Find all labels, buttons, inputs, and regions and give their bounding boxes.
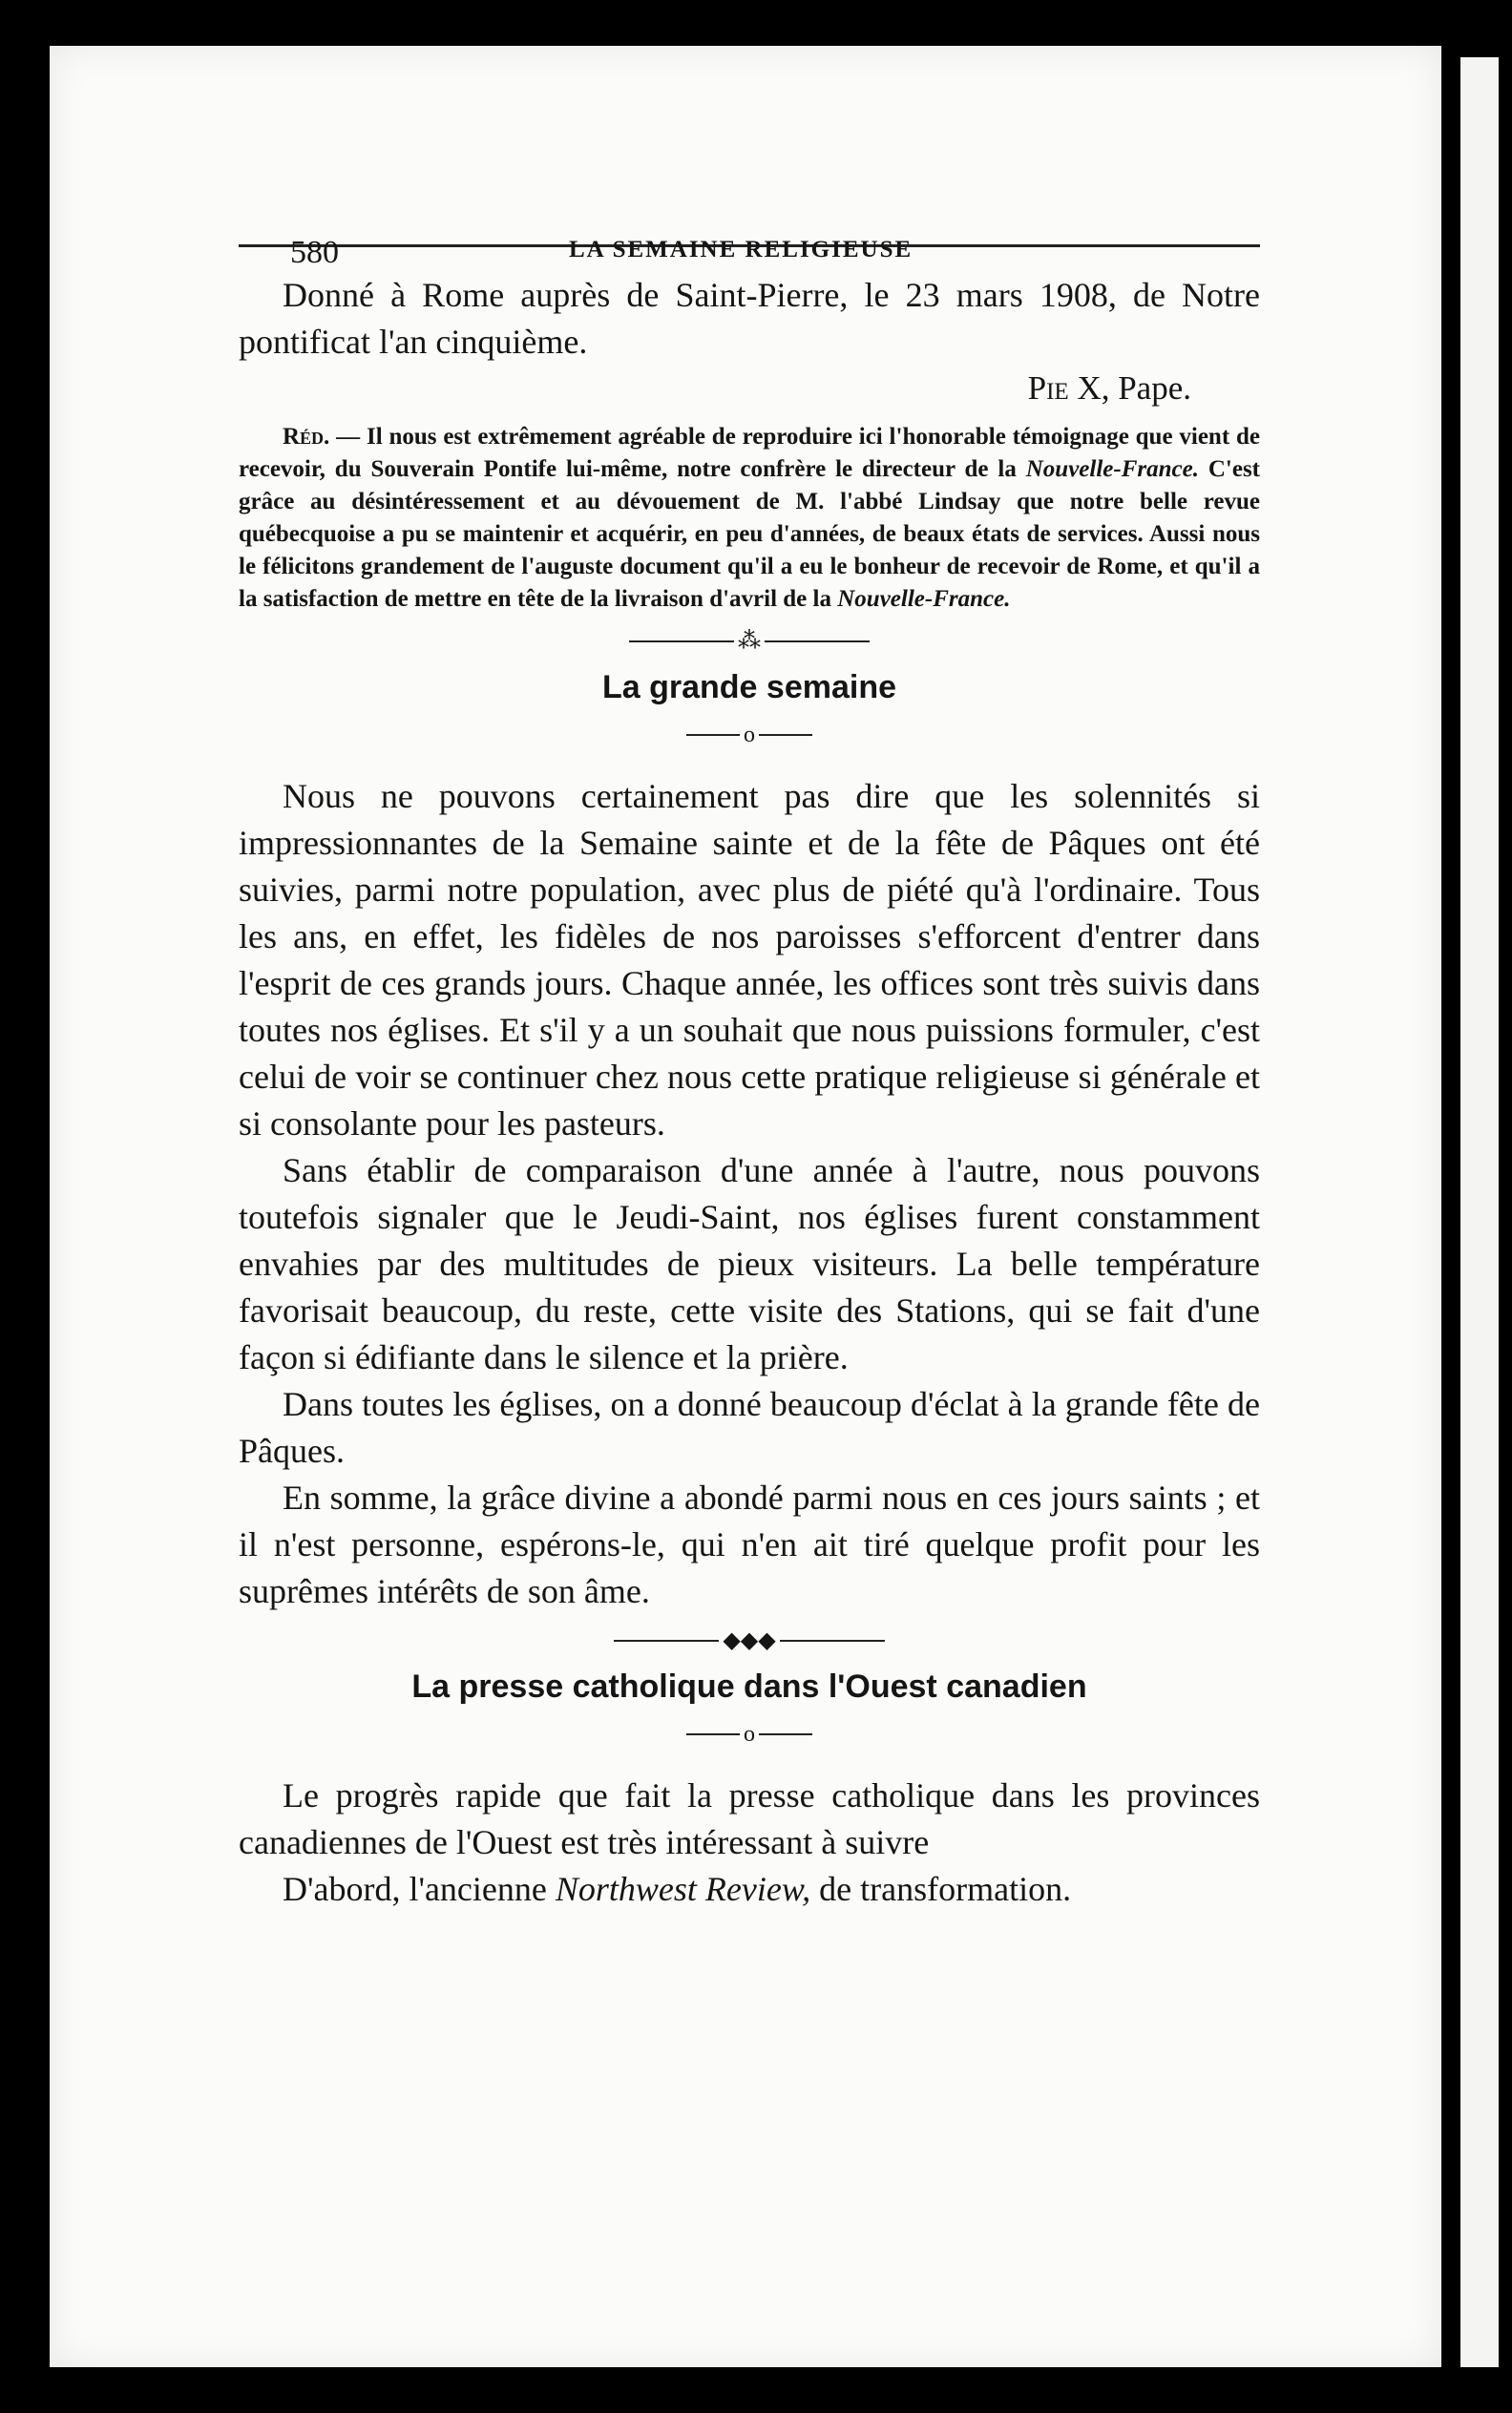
page-header xyxy=(239,191,1260,270)
signature-name: Pie xyxy=(1027,369,1069,407)
editor-note-label: Réd. xyxy=(283,424,330,450)
divider-line-right xyxy=(759,734,812,736)
signature-rest: X, Pape. xyxy=(1068,369,1191,407)
divider-line-right xyxy=(765,640,870,642)
section-divider xyxy=(239,1628,1260,1652)
paragraph: Dans toutes les églises, on a donné beaucoup d'éclat à la grande fête de Pâques. xyxy=(239,1384,1260,1470)
title-divider xyxy=(239,1721,1260,1745)
section-title-presse-catholique: La presse catholique dans l'Ouest canadien xyxy=(411,1668,1087,1706)
divider-line-right xyxy=(759,1733,812,1735)
paragraph: Nous ne pouvons certainement pas dire que les solennités si impressionnantes de la Semaine sainte et de la fête de Pâques ont été suivies, parmi notre population, avec plus de piété qu'à l'ordinaire. Tous les ans, en effet, les fidèles de nos paroisses s'efforcent d'entrer dans l'esprit de ces grands jours. Chaque année, les offices sont très suivis dans toutes nos églises. Et s'il y a un souhait que nous puissions formuler, c'est celui de voir se continuer chez nous cette pratique religieuse si générale et si consolante pour les pasteurs. xyxy=(239,776,1260,1143)
paragraph-continued xyxy=(239,1866,1260,1913)
papal-signature xyxy=(239,366,1260,411)
paragraph: En somme, la grâce divine a abondé parmi nous en ces jours saints ; et il n'est personne, espérons-le, qui n'en ait tiré quelque profit pour les suprêmes intérêts de son âme. xyxy=(239,1478,1260,1610)
paragraph: Le progrès rapide que fait la presse catholique dans les provinces canadiennes de l'Ouest est très intéressant à suivre xyxy=(239,1775,1260,1861)
publication-title: Northwest Review, xyxy=(555,1869,811,1908)
divider-ornament: ◆◆◆ xyxy=(723,1628,776,1654)
divider-line-right xyxy=(780,1640,885,1642)
running-head: LA SEMAINE RELIGIEUSE xyxy=(569,237,914,262)
divider-ornament: o xyxy=(744,1721,755,1747)
editor-note xyxy=(239,421,1260,616)
divider-ornament: ⁂ xyxy=(738,629,761,655)
divider-line-left xyxy=(686,734,740,736)
paragraph: Sans établir de comparaison d'une année à l'autre, nous pouvons toutefois signaler que le Jeudi-Saint, nos églises furent constamment envahies par des multitudes de pieux visiteurs. La belle température favorisait beaucoup, du reste, cette visite des Stations, qui se fait d'une façon si édifiante dans le silence et la prière. xyxy=(239,1150,1260,1376)
title-divider xyxy=(239,722,1260,745)
divider-line-left xyxy=(629,640,734,642)
section-divider xyxy=(239,629,1260,653)
next-page-edge xyxy=(1460,57,1499,2367)
paragraph-start: D'abord, l'ancienne xyxy=(283,1869,556,1908)
divider-line-left xyxy=(614,1640,719,1642)
page-content xyxy=(239,191,1260,1913)
paragraph-end: de transformation. xyxy=(810,1869,1072,1908)
page-number: 580 xyxy=(290,235,339,270)
divider-line-left xyxy=(686,1733,740,1735)
divider-ornament: o xyxy=(744,722,755,747)
editor-note-part1: — Il nous est extrêmement agréable de reproduire ici l'honorable témoignage que vient de recevoir, du Souverain Pontife lui-même, notre confrère le directeur de la xyxy=(239,424,1260,482)
editor-note-italic2: Nouvelle-France. xyxy=(837,586,1011,612)
section-title-grande-semaine: La grande semaine xyxy=(601,669,896,706)
editor-note-italic1: Nouvelle-France. xyxy=(1025,456,1199,482)
editor-note-part2: C'est grâce au désintéressement et au dévouement de M. l'abbé Lindsay que notre belle revue québecquoise a pu se maintenir et acquérir, en peu d'années, de beaux états de services. Aussi nous le félicitons grandement de l'auguste document qu'il a eu le bonheur de recevoir de Rome, et qu'il a la satisfaction de mettre en tête de la livraison d'avril de la xyxy=(239,456,1261,612)
closing-paragraph: Donné à Rome auprès de Saint-Pierre, le 23 mars 1908, de Notre pontificat l'an cinquième. xyxy=(239,276,1260,361)
